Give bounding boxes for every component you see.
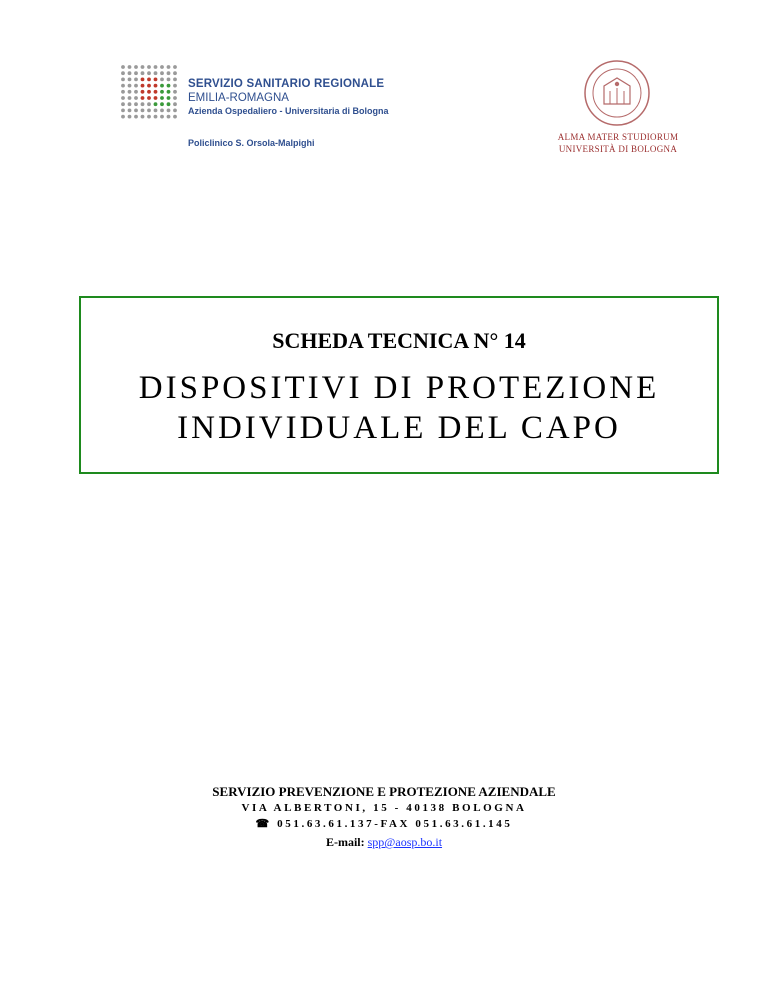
logo-dot bbox=[173, 71, 177, 75]
logo-dot bbox=[160, 90, 164, 94]
logo-dot bbox=[167, 102, 171, 106]
logo-dot bbox=[173, 109, 177, 113]
logo-dot bbox=[160, 96, 164, 100]
logo-dot bbox=[134, 109, 138, 113]
dot-grid-logo-icon bbox=[120, 64, 178, 120]
email-link[interactable]: spp@aosp.bo.it bbox=[367, 835, 443, 849]
university-seal-icon bbox=[582, 58, 652, 128]
logo-dot bbox=[121, 84, 125, 88]
email-line bbox=[0, 832, 768, 852]
logo-dot bbox=[141, 65, 145, 69]
logo-dot bbox=[121, 90, 125, 94]
logo-dot bbox=[160, 71, 164, 75]
logo-dot bbox=[134, 84, 138, 88]
title-box bbox=[79, 296, 719, 474]
org-line-1: SERVIZIO SANITARIO REGIONALE bbox=[188, 78, 385, 90]
logo-dot bbox=[141, 109, 145, 113]
logo-dot bbox=[173, 96, 177, 100]
logo-dot bbox=[128, 65, 132, 69]
logo-dot bbox=[154, 65, 158, 69]
logo-dot bbox=[167, 96, 171, 100]
logo-dot bbox=[167, 84, 171, 88]
logo-dot bbox=[121, 96, 125, 100]
logo-dot bbox=[128, 84, 132, 88]
logo-dot bbox=[147, 71, 151, 75]
logo-dot bbox=[128, 90, 132, 94]
logo-dot bbox=[134, 96, 138, 100]
logo-dot bbox=[128, 96, 132, 100]
logo-dot bbox=[167, 78, 171, 82]
logo-dot bbox=[147, 109, 151, 113]
logo-dot bbox=[160, 65, 164, 69]
logo-dot bbox=[147, 90, 151, 94]
logo-dot bbox=[167, 90, 171, 94]
logo-dot bbox=[154, 109, 158, 113]
footer-contacts bbox=[0, 784, 768, 852]
phone-icon: ☎ bbox=[255, 818, 272, 830]
title-line-1: DISPOSITIVI DI PROTEZIONE bbox=[138, 370, 660, 406]
logo-dot bbox=[121, 115, 125, 119]
logo-dot bbox=[134, 102, 138, 106]
logo-dot bbox=[128, 102, 132, 106]
logo-dot bbox=[154, 84, 158, 88]
logo-dot bbox=[134, 78, 138, 82]
logo-dot bbox=[160, 78, 164, 82]
title-line-2: INDIVIDUALE DEL CAPO bbox=[177, 410, 621, 446]
logo-dot bbox=[154, 90, 158, 94]
ssr-org-text bbox=[188, 78, 389, 118]
logo-dot bbox=[141, 71, 145, 75]
logo-dot bbox=[154, 78, 158, 82]
logo-dot bbox=[154, 115, 158, 119]
service-name: SERVIZIO PREVENZIONE E PROTEZIONE AZIENDALE bbox=[212, 784, 556, 799]
logo-dot bbox=[173, 84, 177, 88]
address: VIA ALBERTONI, 15 - 40138 BOLOGNA bbox=[241, 802, 527, 814]
org-line-2: EMILIA-ROMAGNA bbox=[188, 92, 289, 104]
logo-dot bbox=[173, 102, 177, 106]
logo-dot bbox=[167, 109, 171, 113]
logo-dot bbox=[167, 71, 171, 75]
phone-fax: 051.63.61.137-FAX 051.63.61.145 bbox=[277, 818, 513, 830]
university-name-line-1: ALMA MATER STUDIORUM bbox=[557, 132, 679, 142]
logo-dot bbox=[154, 71, 158, 75]
university-name-line-2: UNIVERSITÀ DI BOLOGNA bbox=[558, 144, 678, 154]
university-logo bbox=[548, 58, 688, 158]
logo-dot bbox=[147, 115, 151, 119]
logo-dot bbox=[173, 115, 177, 119]
logo-dot bbox=[121, 78, 125, 82]
logo-dot bbox=[141, 78, 145, 82]
logo-dot bbox=[160, 115, 164, 119]
logo-dot bbox=[134, 65, 138, 69]
logo-dot bbox=[134, 71, 138, 75]
logo-dot bbox=[147, 96, 151, 100]
logo-dot bbox=[141, 96, 145, 100]
logo-dot bbox=[160, 109, 164, 113]
logo-dot bbox=[154, 96, 158, 100]
logo-dot bbox=[173, 90, 177, 94]
logo-dot bbox=[121, 109, 125, 113]
logo-dot bbox=[160, 102, 164, 106]
logo-dot bbox=[128, 71, 132, 75]
logo-dot bbox=[147, 65, 151, 69]
logo-dot bbox=[147, 78, 151, 82]
logo-dot bbox=[147, 84, 151, 88]
document-heading: SCHEDA TECNICA N° 14 bbox=[272, 328, 526, 353]
logo-dot bbox=[121, 71, 125, 75]
logo-dot bbox=[134, 90, 138, 94]
logo-dot bbox=[173, 78, 177, 82]
logo-dot bbox=[154, 102, 158, 106]
org-subtitle: Policlinico S. Orsola-Malpighi bbox=[188, 138, 315, 148]
logo-dot bbox=[128, 115, 132, 119]
logo-dot bbox=[160, 84, 164, 88]
logo-dot bbox=[141, 90, 145, 94]
logo-dot bbox=[128, 78, 132, 82]
logo-dot bbox=[121, 65, 125, 69]
logo-dot bbox=[147, 102, 151, 106]
logo-dot bbox=[141, 84, 145, 88]
logo-dot bbox=[141, 115, 145, 119]
logo-dot bbox=[128, 109, 132, 113]
logo-dot bbox=[167, 115, 171, 119]
document-title bbox=[81, 368, 717, 448]
logo-dot bbox=[134, 115, 138, 119]
logo-dot bbox=[141, 102, 145, 106]
logo-dot bbox=[167, 65, 171, 69]
logo-dot bbox=[121, 102, 125, 106]
email-label: E-mail: bbox=[325, 835, 365, 849]
logo-dot bbox=[173, 65, 177, 69]
phone-line bbox=[0, 816, 768, 832]
org-line-3: Azienda Ospedaliero - Universitaria di Bologna bbox=[188, 106, 389, 116]
ssr-logo bbox=[120, 64, 440, 154]
